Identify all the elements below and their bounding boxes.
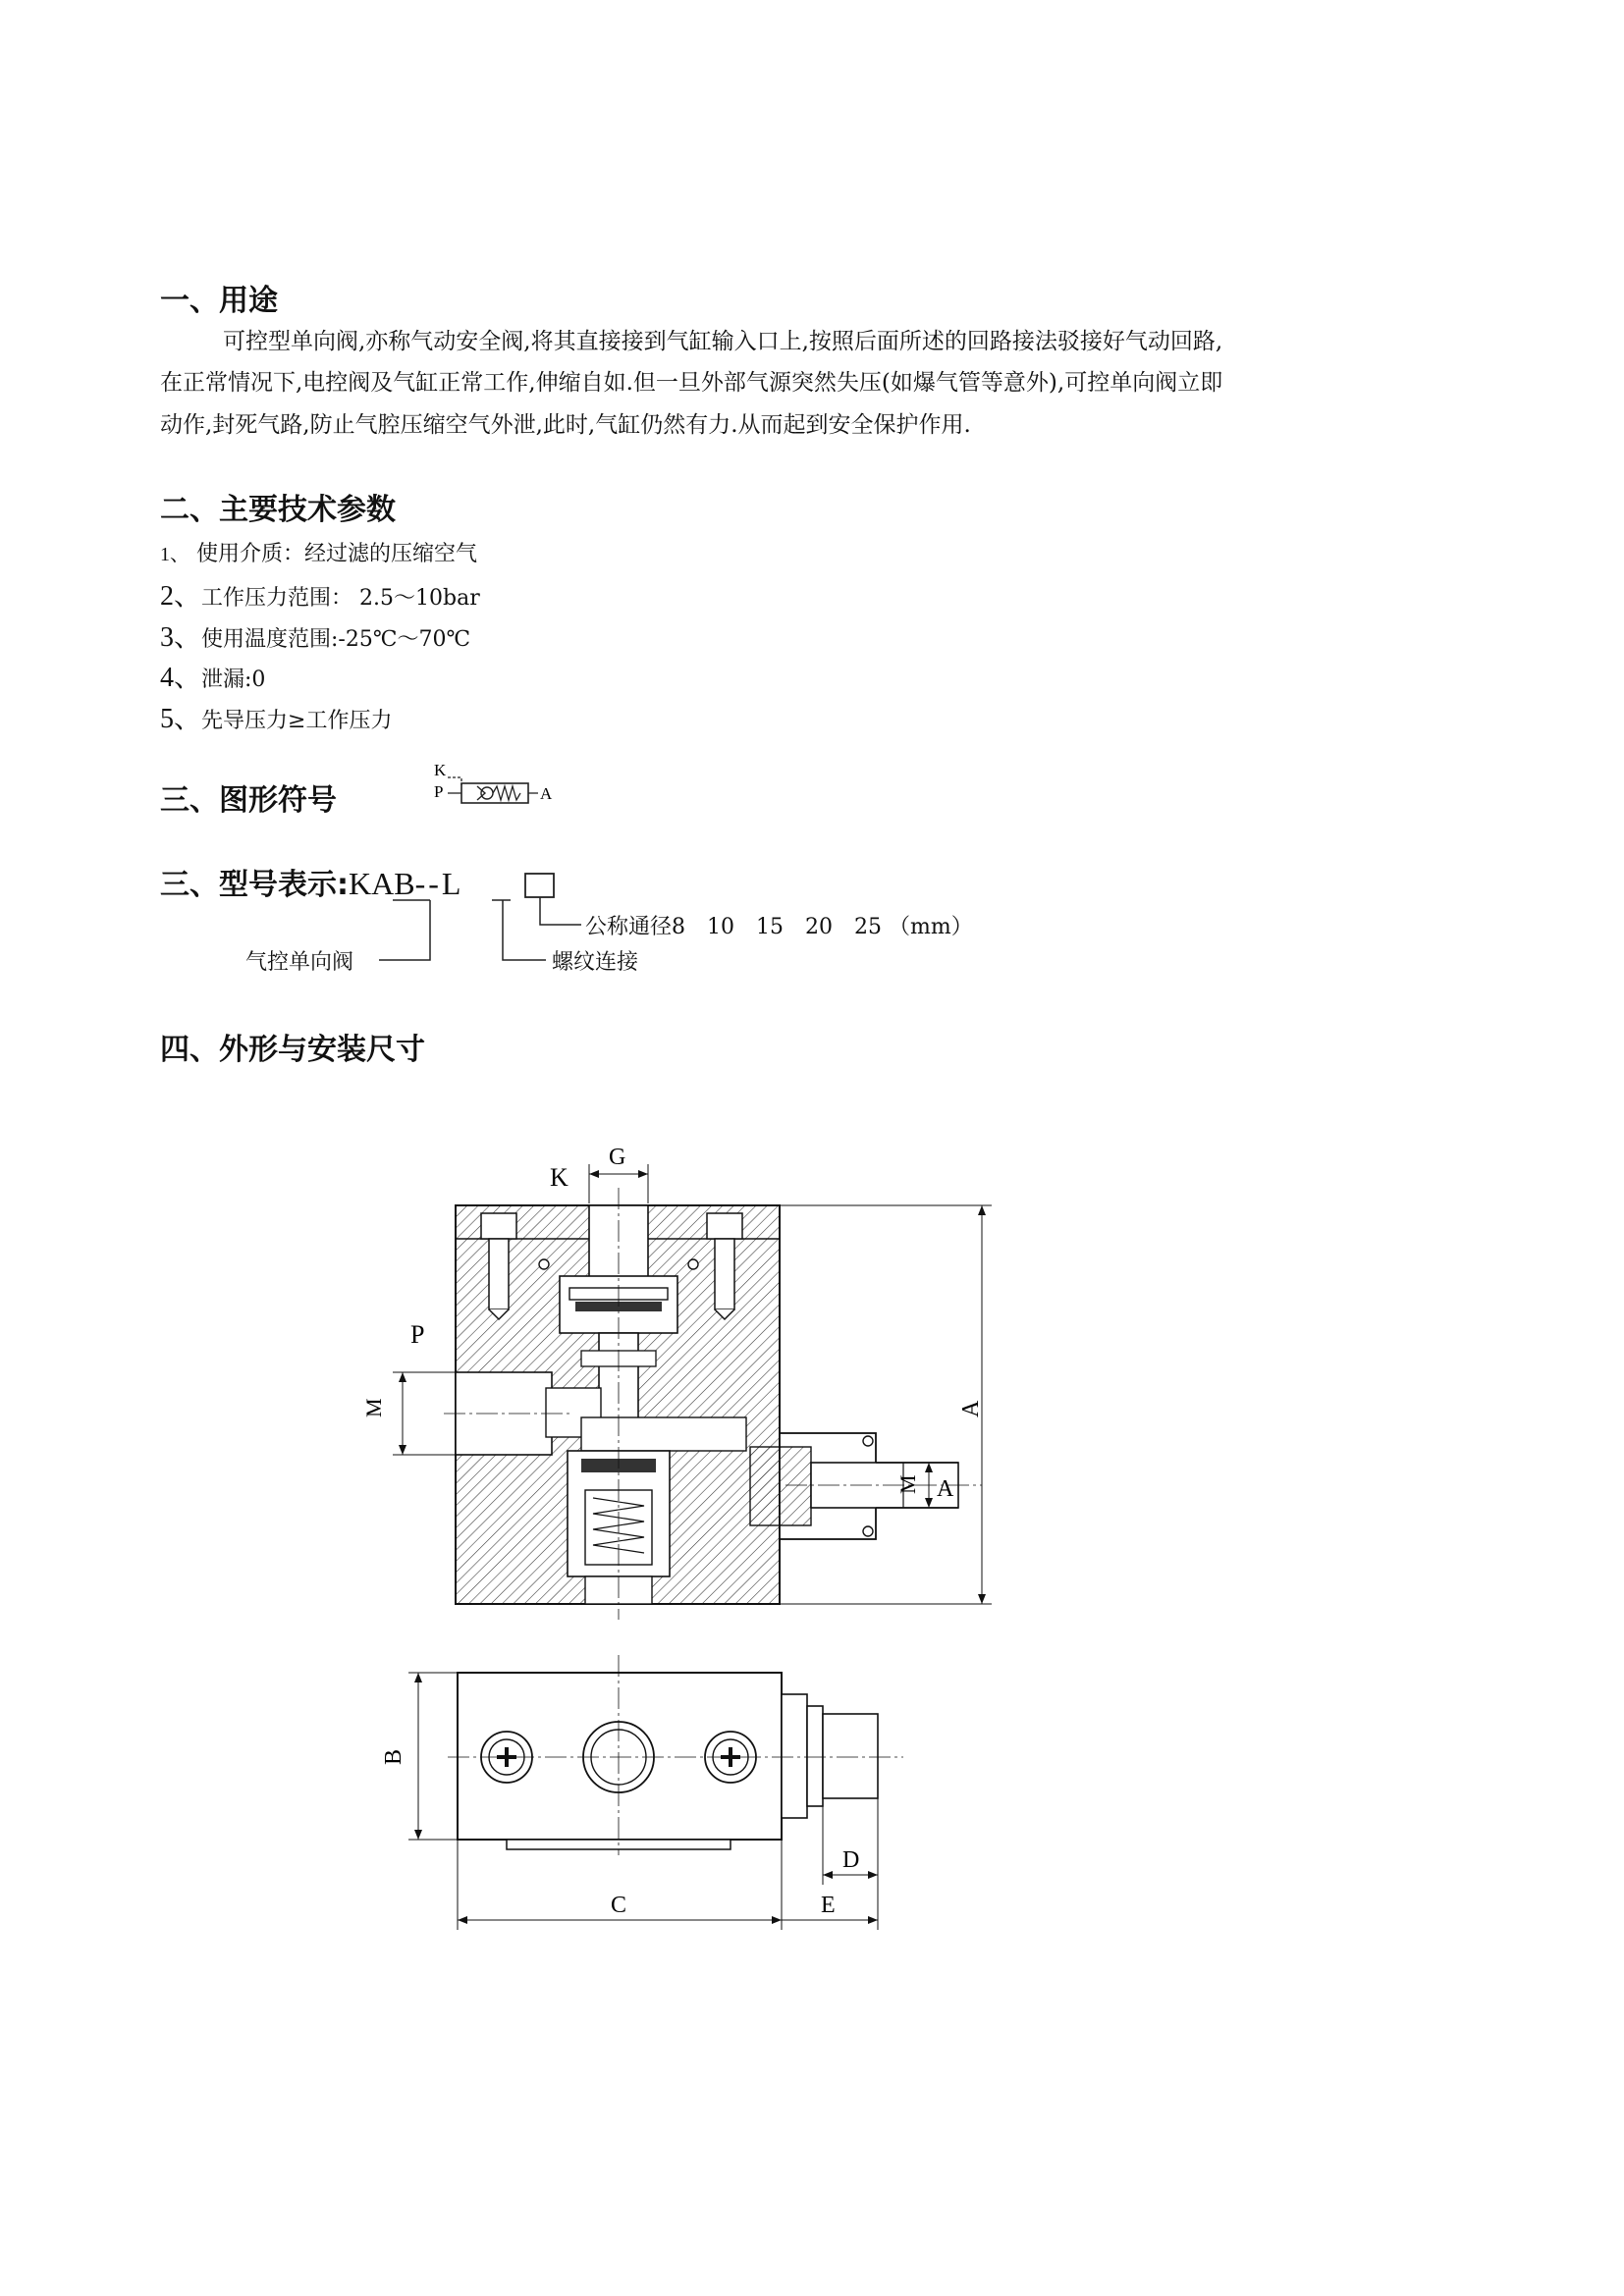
param-text: 先导压力≥工作压力 [201,709,393,733]
section-1-heading: 一、用途 [160,284,278,318]
param-text: 泄漏:0 [201,667,266,692]
param-text: 使用温度范围:-25℃～70℃ [201,627,471,652]
symbol-label-a: A [540,784,553,803]
model-code-kab: KAB [349,866,415,901]
paragraph-line-2: 在正常情况下,电控阀及气缸正常工作,伸缩自如.但一旦外部气源突然失压(如爆气管等意外),可控单向阀立即 [160,370,1223,396]
dim-label-b: B [381,1748,406,1765]
param-item-3 [160,615,470,655]
check-valve-symbol [422,756,560,815]
param-text: 使用介质：经过滤的压缩空气 [196,542,478,566]
dim-label-a-height: A [958,1400,984,1417]
label-pilot-check-valve: 气控单向阀 [245,950,354,975]
symbol-label-k: K [434,761,447,779]
param-num: 4、 [160,663,202,693]
dim-label-c: C [611,1893,627,1918]
label-thread-connection: 螺纹连接 [552,950,639,975]
param-item-2 [160,574,480,614]
section-4-heading: 四、外形与安装尺寸 [160,1033,425,1067]
dim-label-d: D [842,1847,860,1873]
param-num: 5、 [160,704,202,734]
model-code-dash: -- [414,866,442,901]
model-code-l: L [441,866,461,901]
symbol-label-p: P [434,782,444,801]
dim-label-a-port: A [937,1476,954,1502]
paragraph-line-3: 动作,封死气路,防止气腔压缩空气外泄,此时,气缸仍然有力.从而起到安全保护作用. [160,412,971,438]
dim-label-m-right: M [895,1474,920,1494]
model-heading: 三、型号表示: [160,868,349,902]
section-3-heading: 三、图形符号 [160,783,337,818]
top-view-drawing [353,1649,943,1944]
dim-label-m-left: M [361,1398,386,1417]
param-item-1 [160,537,477,567]
paragraph-line-1: 可控型单向阀,亦称气动安全阀,将其直接接到气缸输入口上,按照后面所述的回路接法驳接好气动回路, [223,329,1223,354]
param-num: 3、 [160,622,202,653]
label-nominal-bore: 公称通径8 10 15 20 25 （mm） [585,915,973,939]
dim-label-p: P [410,1320,425,1349]
param-item-5 [160,697,392,736]
model-placeholder-box [525,874,554,897]
dim-label-e: E [821,1893,836,1918]
cross-section-drawing [353,1119,1021,1629]
param-num: 1、 [160,544,189,565]
param-text: 工作压力范围： 2.5～10bar [201,586,480,611]
param-num: 2、 [160,581,202,612]
dim-label-g: G [609,1145,626,1170]
param-item-4 [160,656,265,695]
section-2-heading: 二、主要技术参数 [160,493,396,527]
dim-label-k: K [550,1163,568,1192]
